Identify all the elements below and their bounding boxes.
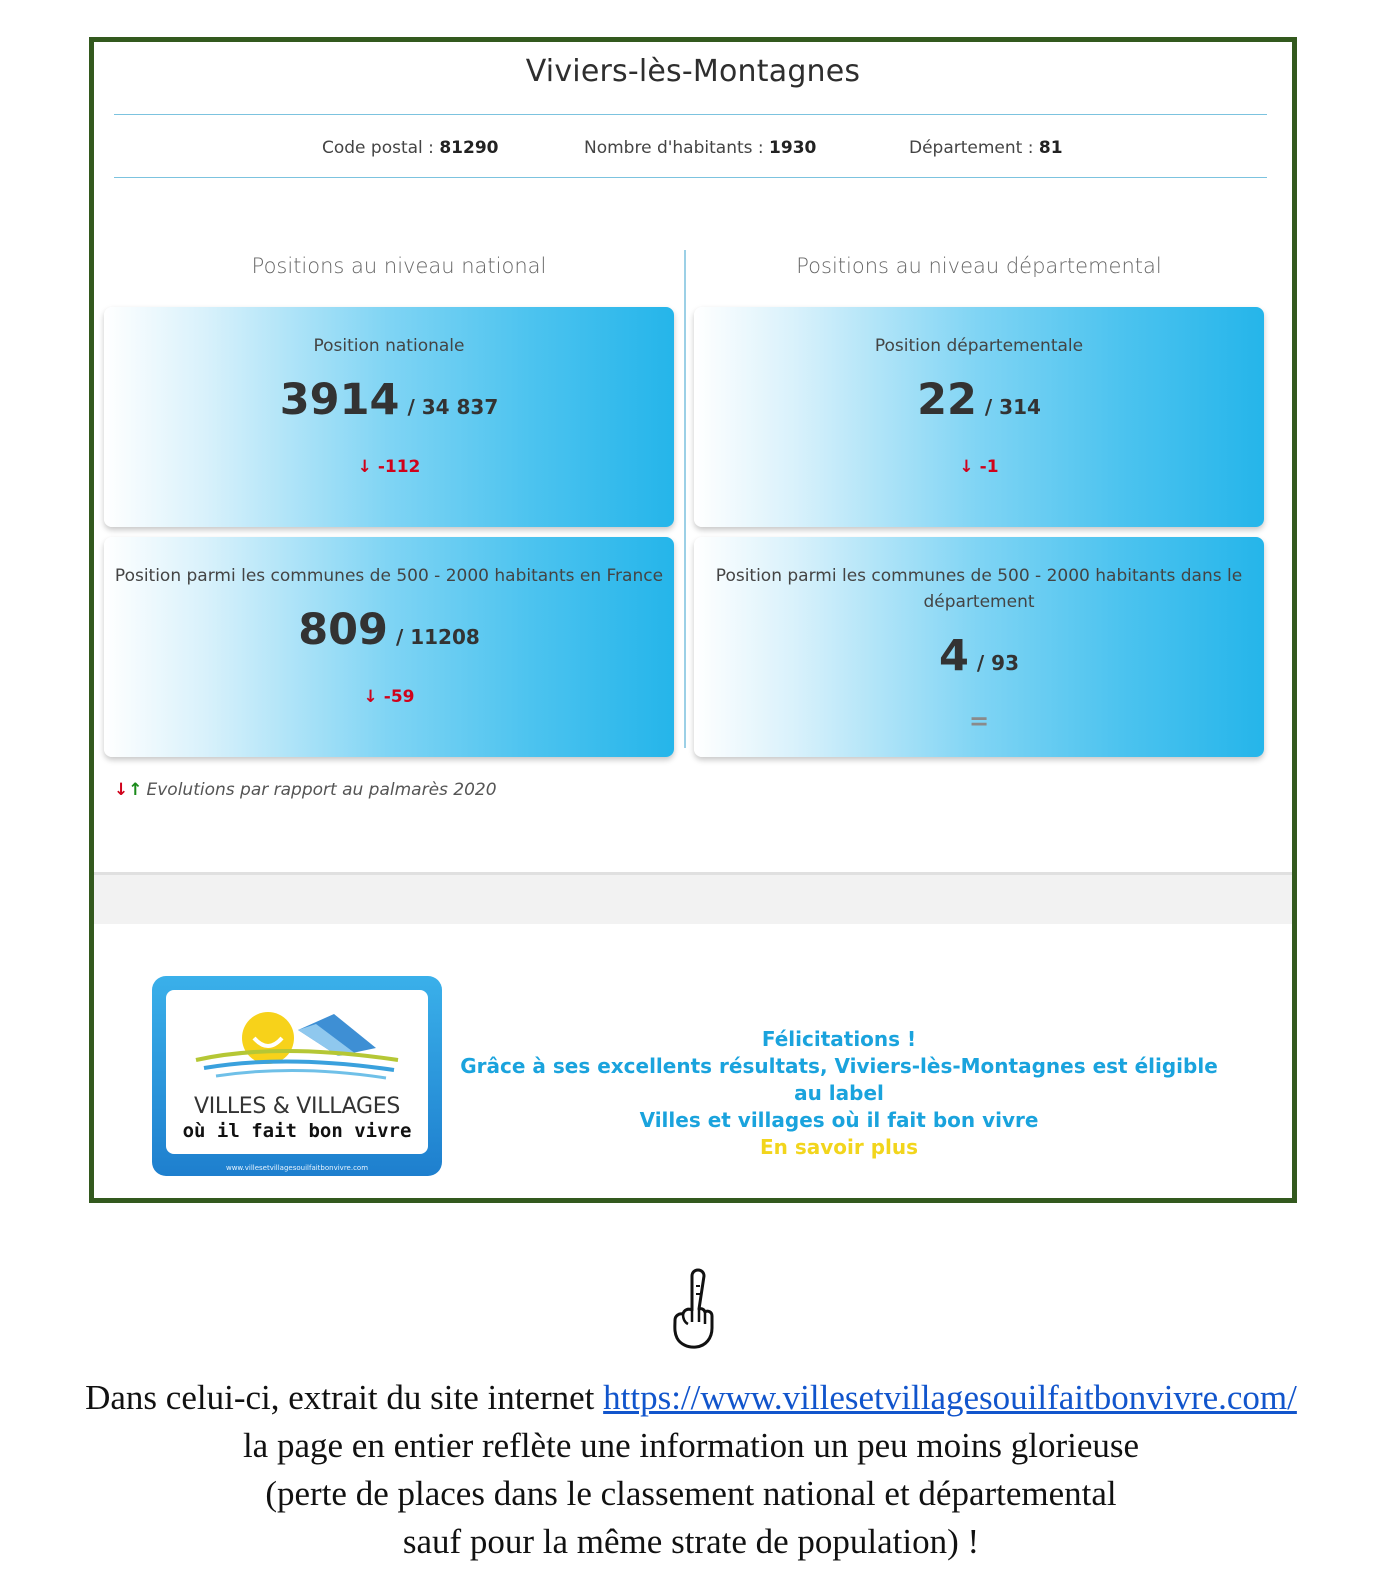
column-divider [684, 250, 686, 748]
website-link[interactable]: https://www.villesetvillagesouilfaitbonvivre.com/ [603, 1378, 1297, 1417]
badge-subtitle: où il fait bon vivre [182, 1120, 412, 1142]
evolution-legend [114, 780, 497, 800]
felicitations-line2: Villes et villages où il fait bon vivre [639, 1108, 1039, 1132]
badge-url: www.villesetvillagesouilfaitbonvivre.com [225, 1164, 369, 1172]
town-title: Viviers-lès-Montagnes [525, 54, 861, 89]
divider-top [114, 114, 1267, 115]
card-value [104, 605, 674, 655]
section-separator-band [94, 872, 1292, 924]
rank-total: / 34 837 [407, 395, 499, 419]
info-departement [909, 138, 1063, 158]
card-label-line1: Position parmi les communes de 500 - 2000 habitants dans le [715, 566, 1243, 586]
info-code-postal [322, 138, 498, 158]
code-postal-value: 81290 [439, 138, 499, 158]
arrow-down-icon: ↓ [363, 687, 378, 707]
evolution-equal: = [968, 707, 990, 735]
card-label: Position départementale [874, 336, 1084, 356]
arrow-down-icon: ↓ [357, 457, 372, 477]
code-postal-label: Code postal : [322, 138, 434, 158]
card-value [104, 375, 674, 425]
habitants-value: 1930 [769, 138, 817, 158]
departmental-position-card [694, 307, 1264, 527]
national-position-card [104, 307, 674, 527]
divider-info [114, 177, 1267, 178]
rank-value: 22 [917, 375, 977, 425]
badge-title: VILLES & VILLAGES [193, 1094, 401, 1119]
label-badge[interactable] [152, 976, 442, 1176]
habitants-label: Nombre d'habitants : [584, 138, 764, 158]
departement-value: 81 [1038, 138, 1063, 158]
felicitations-line1: Grâce à ses excellents résultats, Viviers-lès-Montagnes est éligible au label [460, 1054, 1218, 1105]
legend-text: Evolutions par rapport au palmarès 2020 [146, 780, 497, 800]
card-label: Position parmi les communes de 500 - 2000 habitants en France [114, 566, 664, 586]
rank-value: 4 [938, 631, 969, 681]
card-label [694, 563, 1264, 615]
card-label-line2: département [923, 592, 1035, 612]
caption-line2: la page en entier reflète une information un peu moins glorieuse [242, 1426, 1140, 1465]
en-savoir-plus-link[interactable]: En savoir plus [759, 1135, 919, 1159]
info-habitants [584, 138, 816, 158]
caption-line3: (perte de places dans le classement national et départemental [265, 1474, 1117, 1513]
evolution-value: -59 [383, 687, 415, 707]
rank-total: / 11208 [395, 625, 480, 649]
arrow-down-icon: ↓ [114, 780, 129, 800]
felicitations-block [454, 1026, 1224, 1161]
arrow-up-icon: ↑ [128, 780, 143, 800]
evolution-value: -1 [979, 457, 999, 477]
caption-line1-prefix: Dans celui-ci, extrait du site internet [85, 1378, 604, 1417]
caption-line1 [0, 1374, 1382, 1422]
departement-label: Département : [909, 138, 1034, 158]
rank-total: / 314 [984, 395, 1041, 419]
badge-inner [166, 990, 428, 1154]
rank-value: 809 [298, 605, 388, 655]
departmental-column-title: Positions au niveau départemental [796, 254, 1162, 278]
national-strata-position-card [104, 537, 674, 757]
evolution-value: -112 [377, 457, 421, 477]
arrow-down-icon: ↓ [959, 457, 974, 477]
sun-roof-logo-icon [166, 990, 428, 1090]
card-value [694, 375, 1264, 425]
card-label: Position nationale [313, 336, 465, 356]
evolution [694, 457, 1264, 477]
departmental-strata-position-card [694, 537, 1264, 757]
felicitations-title: Félicitations ! [761, 1027, 917, 1051]
national-column-title: Positions au niveau national [251, 254, 547, 278]
evolution [104, 457, 674, 477]
caption-line4: sauf pour la même strate de population) ! [402, 1522, 980, 1561]
card-value [694, 631, 1264, 681]
evolution [104, 687, 674, 707]
screenshot-frame [89, 37, 1297, 1203]
pointing-hand-icon [668, 1266, 718, 1350]
rank-total: / 93 [976, 651, 1020, 675]
rank-value: 3914 [279, 375, 400, 425]
